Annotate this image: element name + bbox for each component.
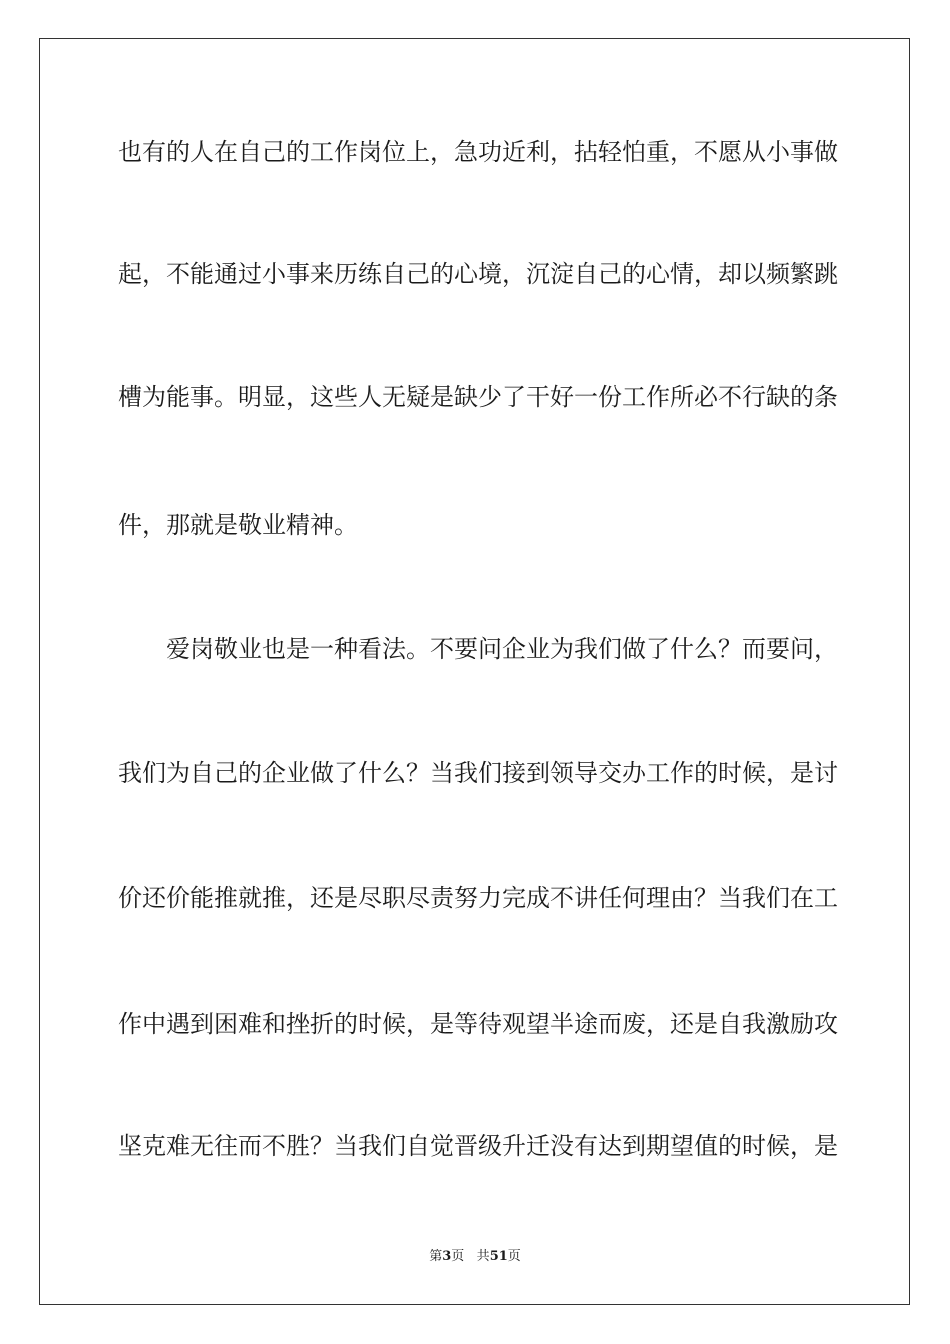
text-line: 作中遇到困难和挫折的时候，是等待观望半途而废，还是自我激励攻	[118, 1010, 838, 1038]
text-line: 起，不能通过小事来历练自己的心境，沉淀自己的心情，却以频繁跳	[118, 260, 838, 288]
page-number: 3	[442, 1249, 452, 1264]
text-line: 件，那就是敬业精神。	[118, 511, 358, 539]
text-line: 价还价能推就推，还是尽职尽责努力完成不讲任何理由？当我们在工	[118, 884, 838, 912]
page-footer	[0, 1248, 950, 1266]
text-line: 爱岗敬业也是一种看法。不要问企业为我们做了什么？而要问，	[118, 635, 838, 663]
total-pages: 51	[489, 1249, 508, 1264]
total-prefix: 共	[476, 1249, 490, 1264]
text-line: 也有的人在自己的工作岗位上，急功近利，拈轻怕重，不愿从小事做	[118, 138, 838, 166]
text-line: 槽为能事。明显，这些人无疑是缺少了干好一份工作所必不行缺的条	[118, 383, 838, 411]
text-line: 坚克难无往而不胜？当我们自觉晋级升迁没有达到期望值的时候，是	[118, 1132, 838, 1160]
page-prefix: 第	[429, 1249, 443, 1264]
page-border	[39, 38, 910, 1305]
text-line: 我们为自己的企业做了什么？当我们接到领导交办工作的时候，是讨	[118, 759, 838, 787]
total-suffix: 页	[507, 1249, 521, 1264]
page-suffix: 页	[451, 1249, 465, 1264]
